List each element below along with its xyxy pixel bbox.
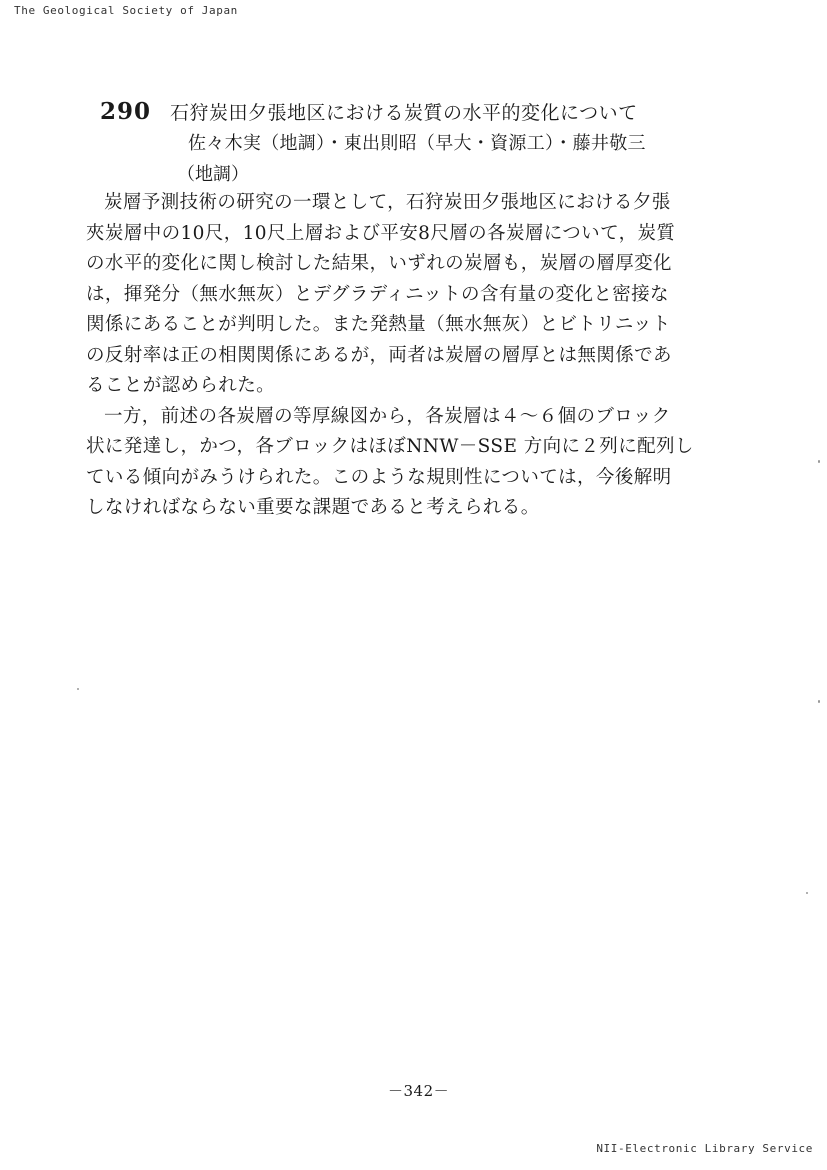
footer-credit: NII-Electronic Library Service (596, 1142, 813, 1155)
body-line: 一方，前述の各炭層の等厚線図から，各炭層は４～６個のブロック (104, 405, 671, 427)
scan-speck (818, 700, 820, 703)
abstract-number: 290 (100, 98, 152, 125)
body-line: ている傾向がみうけられた。このような規則性については，今後解明 (86, 466, 672, 488)
body-line: 状に発達し，かつ，各ブロックはほぼNNW－SSE 方向に２列に配列し (86, 436, 694, 457)
body-line: 関係にあることが判明した。また発熱量（無水無灰）とビトリニット (86, 314, 671, 335)
body-line: ることが認められた。 (86, 375, 276, 396)
body-line: は，揮発分（無水無灰）とデグラディニットの含有量の変化と密接な (86, 283, 669, 305)
scan-speck (77, 688, 79, 690)
header-credit: The Geological Society of Japan (14, 4, 238, 17)
body-line: 夾炭層中の10尺，10尺上層および平安8尺層の各炭層について，炭質 (86, 222, 676, 244)
page-number: －342－ (388, 1082, 450, 1100)
scan-speck (818, 460, 820, 463)
abstract-body (86, 188, 736, 524)
body-line: の反射率は正の相関関係にあるが，両者は炭層の層厚とは無関係であ (86, 344, 672, 366)
authors-line-1: 佐々木実（地調）・東出則昭（早大・資源工）・藤井敬三 (188, 133, 646, 154)
body-line: の水平的変化に関し検討した結果，いずれの炭層も，炭層の層厚変化 (86, 253, 672, 274)
scan-speck (806, 892, 808, 894)
abstract-title: 石狩炭田夕張地区における炭質の水平的変化について (170, 102, 638, 124)
body-line: しなければならない重要な課題であると考えられる。 (86, 497, 540, 518)
body-line: 炭層予測技術の研究の一環として，石狩炭田夕張地区における夕張 (104, 192, 671, 213)
authors-line-2: （地調） (177, 164, 249, 185)
